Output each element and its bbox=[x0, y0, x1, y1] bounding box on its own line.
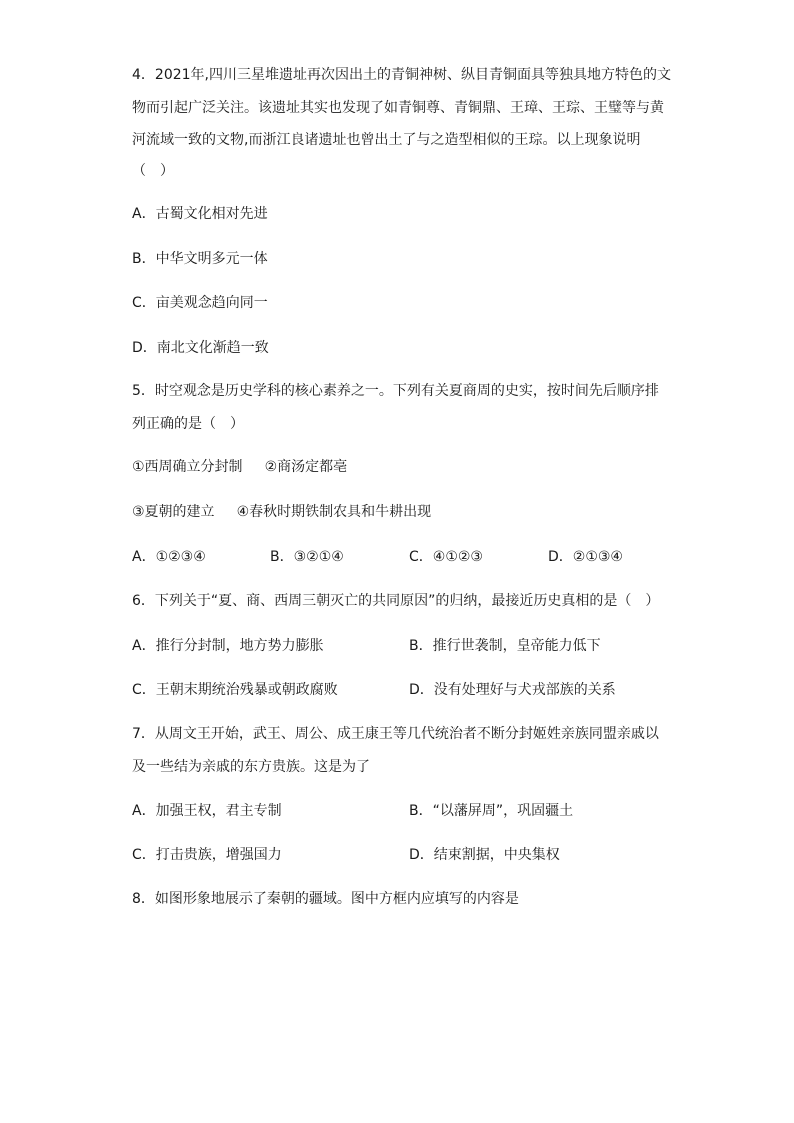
q4-stem-line-2: 物而引起广泛关注。该遗址其实也发现了如青铜尊、青铜鼎、王璋、王琮、王璧等与黄 bbox=[132, 100, 664, 116]
q4-stem-line-3: 河流域一致的文物,而浙江良诸遗址也曾出土了与之造型相似的王琮。以上现象说明 bbox=[132, 132, 641, 148]
q7-stem-line-1: 7．从周文王开始，武王、周公、成王康王等几代统治者不断分封姬姓亲族同盟亲戚以 bbox=[132, 726, 659, 742]
q6-stem: 6．下列关于“夏、商、西周三朝灭亡的共同原因”的归纳，最接近历史真相的是（ ） bbox=[132, 593, 660, 609]
q5-item-2: ②商汤定都亳 bbox=[264, 459, 348, 475]
q5-stem-line-1: 5．时空观念是历史学科的核心素养之一。下列有关夏商周的史实，按时间先后顺序排 bbox=[132, 383, 659, 399]
q5-option-d: D．②①③④ bbox=[548, 549, 623, 565]
q5-item-1: ①西周确立分封制 bbox=[132, 459, 243, 475]
q6-option-a: A．推行分封制，地方势力膨胀 bbox=[132, 638, 324, 654]
q7-option-d: D．结束割据，中央集权 bbox=[409, 847, 560, 863]
q4-answer-blank: （ ） bbox=[132, 163, 174, 179]
q5-items-row-1 bbox=[132, 457, 347, 477]
q5-item-4: ④春秋时期铁制农具和牛耕出现 bbox=[236, 504, 432, 520]
q7-option-c: C．打击贵族，增强国力 bbox=[132, 847, 282, 863]
q4-option-b: B．中华文明多元一体 bbox=[132, 251, 268, 267]
q4-option-d: D．南北文化渐趋一致 bbox=[132, 340, 269, 356]
q5-option-a: A．①②③④ bbox=[132, 549, 206, 565]
q4-stem-line-1: 4．2021年,四川三星堆遗址再次因出土的青铜神树、纵目青铜面具等独具地方特色的文 bbox=[132, 67, 671, 83]
q6-option-c: C．王朝末期统治残暴或朝政腐败 bbox=[132, 682, 338, 698]
q5-stem-line-2: 列正确的是（ ） bbox=[132, 416, 244, 432]
q4-option-c: C．亩美观念趋向同一 bbox=[132, 295, 268, 311]
q6-option-d: D．没有处理好与犬戎部族的关系 bbox=[409, 682, 616, 698]
q5-option-b: B．③②①④ bbox=[270, 549, 344, 565]
q5-items-row-2 bbox=[132, 502, 431, 522]
q4-option-a: A．古蜀文化相对先进 bbox=[132, 206, 268, 222]
q8-stem: 8．如图形象地展示了秦朝的疆域。图中方框内应填写的内容是 bbox=[132, 891, 519, 907]
q5-item-3: ③夏朝的建立 bbox=[132, 504, 215, 520]
q7-option-a: A．加强王权，君主专制 bbox=[132, 803, 282, 819]
q7-option-b: B．“以藩屏周”，巩固疆土 bbox=[409, 803, 574, 819]
q5-option-c: C．④①②③ bbox=[409, 549, 483, 565]
q7-stem-line-2: 及一些结为亲戚的东方贵族。这是为了 bbox=[132, 759, 370, 775]
q6-option-b: B．推行世袭制，皇帝能力低下 bbox=[409, 638, 601, 654]
